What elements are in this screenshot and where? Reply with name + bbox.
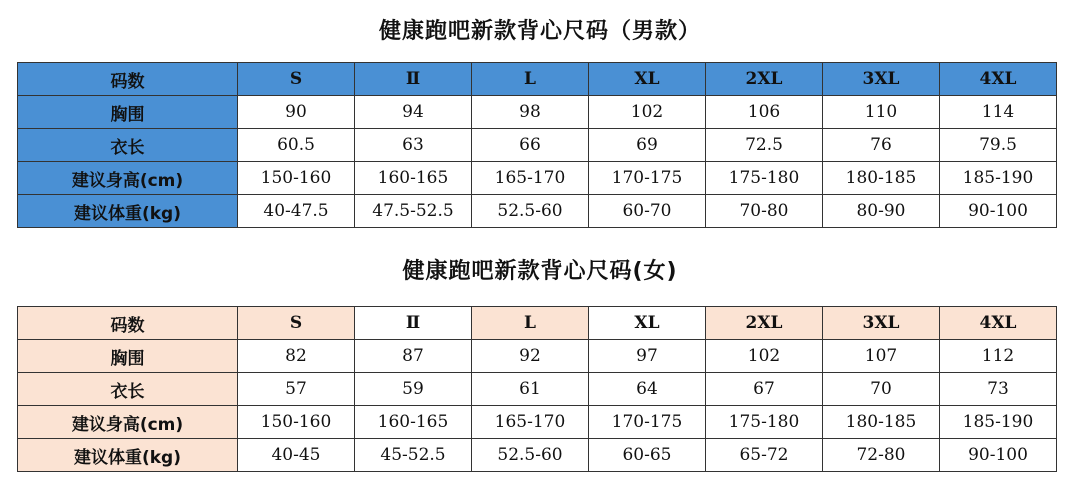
table-cell: 80-90 [823, 195, 940, 228]
table-cell: 180-185 [823, 162, 940, 195]
table-cell: 66 [472, 129, 589, 162]
row-label: 建议体重(kg) [18, 439, 238, 472]
row-label: 胸围 [18, 340, 238, 373]
women-size-table [17, 306, 1057, 472]
men-size-table [17, 62, 1057, 228]
table-row [18, 373, 1057, 406]
table-cell: 52.5-60 [472, 439, 589, 472]
table-cell: 72.5 [706, 129, 823, 162]
table-cell: 160-165 [355, 406, 472, 439]
table-cell: 170-175 [589, 162, 706, 195]
table-cell: 110 [823, 96, 940, 129]
header-cell: 3XL [823, 307, 940, 340]
row-label: 衣长 [18, 373, 238, 406]
table-cell: 94 [355, 96, 472, 129]
header-cell: Ⅱ [355, 63, 472, 96]
table-cell: 102 [706, 340, 823, 373]
table-cell: 82 [238, 340, 355, 373]
table-cell: 57 [238, 373, 355, 406]
table-cell: 67 [706, 373, 823, 406]
header-cell: Ⅱ [355, 307, 472, 340]
table-cell: 165-170 [472, 406, 589, 439]
table-cell: 65-72 [706, 439, 823, 472]
header-cell: 2XL [706, 307, 823, 340]
table-cell: 47.5-52.5 [355, 195, 472, 228]
table-cell: 102 [589, 96, 706, 129]
table-cell: 73 [940, 373, 1057, 406]
header-cell: 4XL [940, 63, 1057, 96]
table-cell: 79.5 [940, 129, 1057, 162]
table-cell: 90-100 [940, 439, 1057, 472]
table-cell: 61 [472, 373, 589, 406]
row-label: 建议身高(cm) [18, 162, 238, 195]
header-cell: XL [589, 307, 706, 340]
row-label: 建议身高(cm) [18, 406, 238, 439]
table-cell: 150-160 [238, 406, 355, 439]
table-cell: 112 [940, 340, 1057, 373]
header-cell: 4XL [940, 307, 1057, 340]
table-cell: 106 [706, 96, 823, 129]
table-cell: 64 [589, 373, 706, 406]
table-cell: 69 [589, 129, 706, 162]
table-cell: 60.5 [238, 129, 355, 162]
header-cell: 3XL [823, 63, 940, 96]
table-cell: 175-180 [706, 162, 823, 195]
row-label: 胸围 [18, 96, 238, 129]
table-row [18, 129, 1057, 162]
header-cell: 码数 [18, 307, 238, 340]
table-cell: 97 [589, 340, 706, 373]
header-cell: 码数 [18, 63, 238, 96]
table-row [18, 96, 1057, 129]
table-cell: 92 [472, 340, 589, 373]
table-cell: 98 [472, 96, 589, 129]
table-row [18, 340, 1057, 373]
table-cell: 185-190 [940, 162, 1057, 195]
table-cell: 63 [355, 129, 472, 162]
table-row [18, 406, 1057, 439]
women-size-chart-title: 健康跑吧新款背心尺码(女) [402, 259, 678, 284]
header-cell: L [472, 307, 589, 340]
table-cell: 90-100 [940, 195, 1057, 228]
table-cell: 59 [355, 373, 472, 406]
table-cell: 52.5-60 [472, 195, 589, 228]
header-cell: S [238, 307, 355, 340]
table-cell: 90 [238, 96, 355, 129]
table-cell: 107 [823, 340, 940, 373]
table-cell: 185-190 [940, 406, 1057, 439]
table-header-row [18, 307, 1057, 340]
table-cell: 87 [355, 340, 472, 373]
header-cell: L [472, 63, 589, 96]
header-cell: 2XL [706, 63, 823, 96]
table-cell: 45-52.5 [355, 439, 472, 472]
table-cell: 165-170 [472, 162, 589, 195]
table-cell: 60-65 [589, 439, 706, 472]
row-label: 衣长 [18, 129, 238, 162]
table-row [18, 162, 1057, 195]
table-cell: 170-175 [589, 406, 706, 439]
row-label: 建议体重(kg) [18, 195, 238, 228]
table-cell: 70-80 [706, 195, 823, 228]
table-cell: 150-160 [238, 162, 355, 195]
table-cell: 114 [940, 96, 1057, 129]
table-cell: 72-80 [823, 439, 940, 472]
header-cell: XL [589, 63, 706, 96]
table-cell: 76 [823, 129, 940, 162]
table-cell: 60-70 [589, 195, 706, 228]
table-cell: 160-165 [355, 162, 472, 195]
table-cell: 40-45 [238, 439, 355, 472]
table-row [18, 195, 1057, 228]
header-cell: S [238, 63, 355, 96]
table-cell: 180-185 [823, 406, 940, 439]
table-cell: 70 [823, 373, 940, 406]
table-row [18, 439, 1057, 472]
table-cell: 40-47.5 [238, 195, 355, 228]
table-header-row [18, 63, 1057, 96]
table-cell: 175-180 [706, 406, 823, 439]
men-size-chart-title: 健康跑吧新款背心尺码（男款） [378, 19, 701, 44]
